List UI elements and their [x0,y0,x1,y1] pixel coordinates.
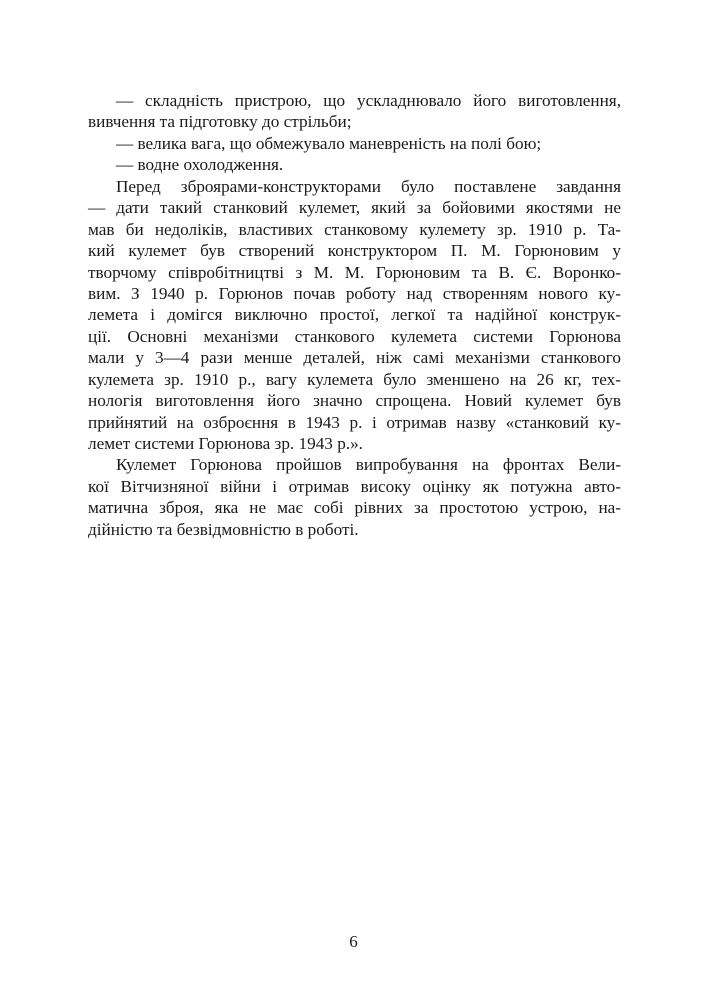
page-number: 6 [349,932,358,951]
text-line: прийнятий на озброєння в 1943 р. і отримав назву «станковий ку- [88,412,621,432]
text-line: кої Вітчизняної війни і отримав високу оцінку як потужна авто- [88,476,621,496]
text-line: лемета і домігся виключно простої, легкої та надійної конструк- [88,305,621,325]
text-line: мали у 3—4 рази менше деталей, ніж самі механізми станкового [88,348,621,368]
text-line: — велика вага, що обмежувало маневреність на полі бою; [116,133,542,153]
text-line: кулемета зр. 1910 р., вагу кулемета було зменшено на 26 кг, тех- [88,369,621,389]
text-line: вивчення та підготовку до стрільби; [88,112,352,132]
text-line: — дати такий станковий кулемет, який за бойовими якостями не [88,198,621,218]
text-line: матична зброя, яка не має собі рівних за простотою устрою, на- [88,498,621,518]
text-line: кий кулемет був створений конструктором П. М. Горюновим у [88,241,621,261]
text-line: лемет системи Горюнова зр. 1943 р.». [88,434,363,453]
text-line: творчому співробітництві з М. М. Горюновим та В. Є. Воронко- [88,262,621,282]
text-line: — водне охолодження. [116,155,284,175]
text-line: — складність пристрою, що ускладнювало його виготовлення, [116,91,621,110]
text-line: дійністю та безвідмовністю в роботі. [88,519,359,539]
text-line: Кулемет Горюнова пройшов випробування на фронтах Вели- [116,455,621,475]
text-line: вим. З 1940 р. Горюнов почав роботу над створенням нового ку- [88,283,621,303]
text-line: ції. Основні механізми станкового кулемета системи Горюнова [88,326,621,346]
body-text [88,90,621,540]
text-line: мав би недоліків, властивих станковому кулемету зр. 1910 р. Та- [88,219,621,239]
text-line: нологія виготовлення його значно спрощена. Новий кулемет був [88,391,621,411]
text-line: Перед зброярами-конструкторами було поставлене завдання [116,176,621,196]
